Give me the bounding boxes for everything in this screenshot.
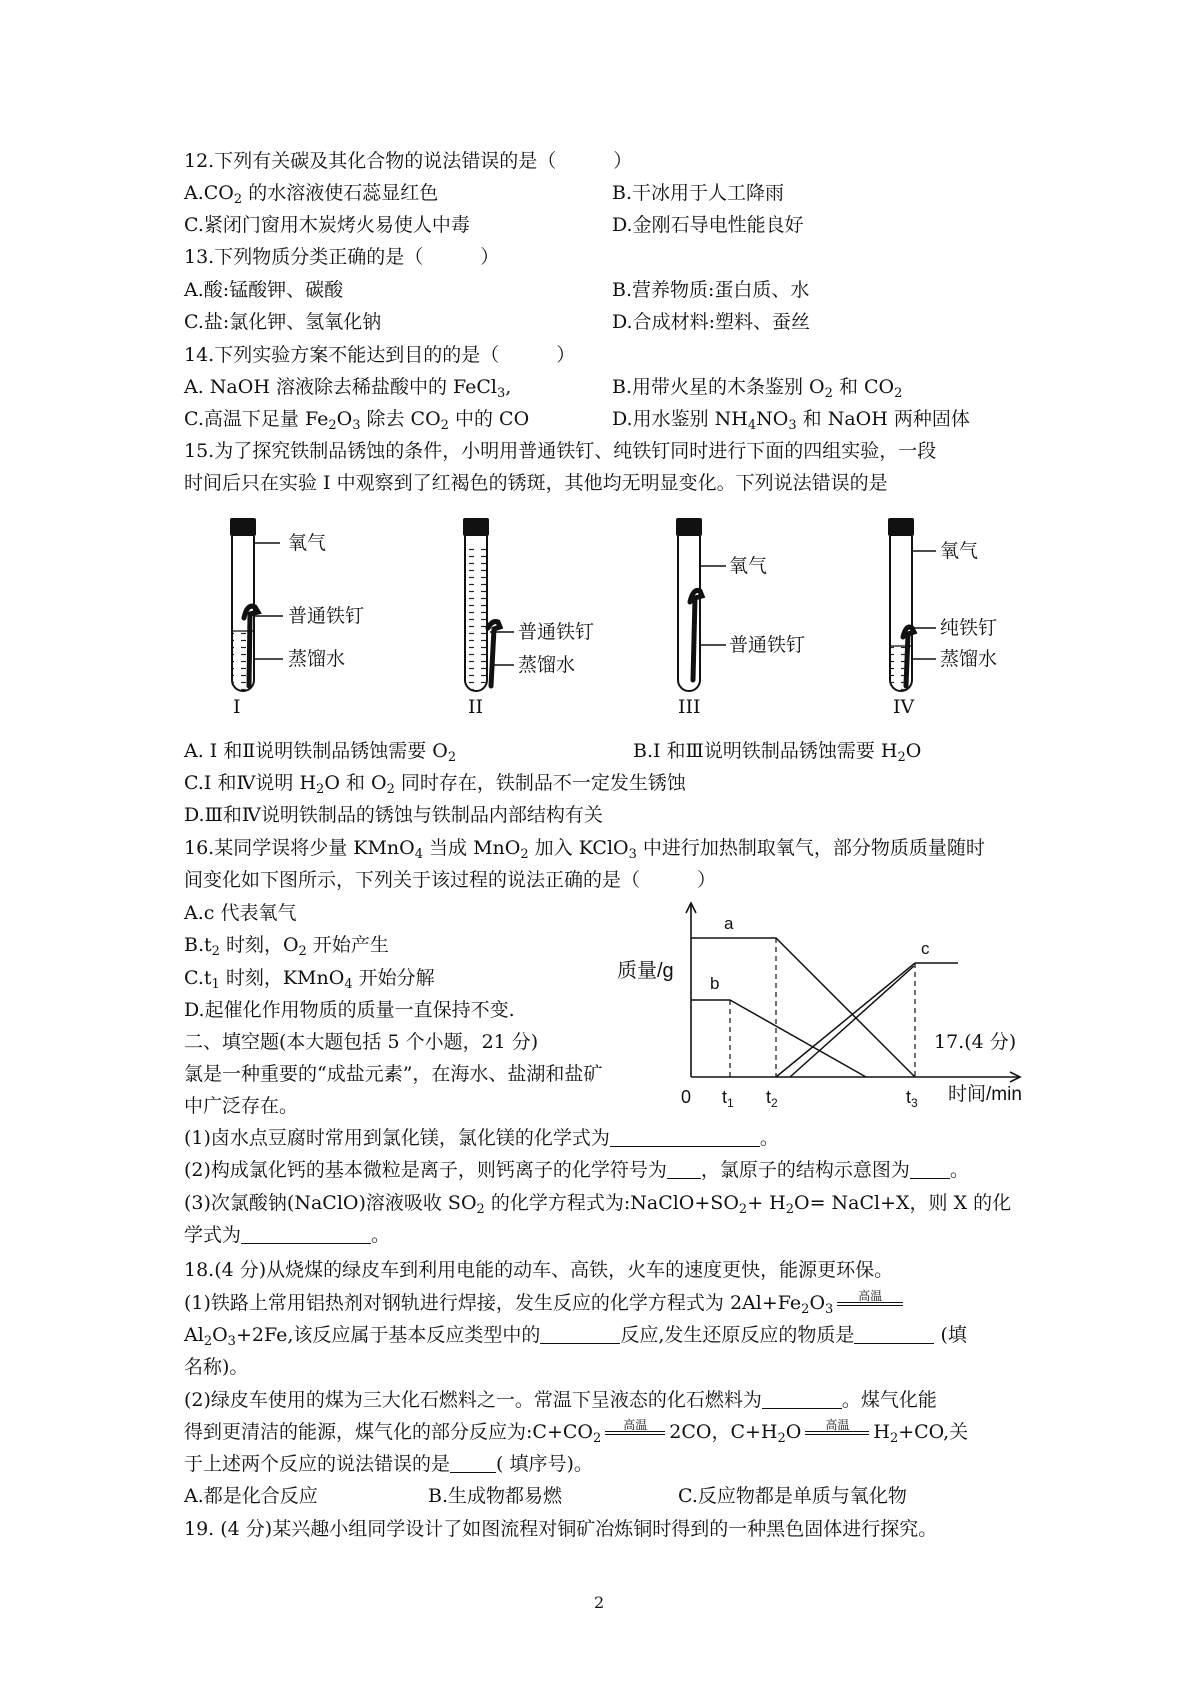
q17-part3-line2: 学式为 。 <box>184 1224 391 1246</box>
high-temp-condition: 高温 <box>805 1419 869 1435</box>
series-a-line <box>691 938 915 1077</box>
section2-title: 二、填空题(本大题包括 5 个小题，21 分) <box>184 1031 539 1053</box>
q15-stem-line1: 15.为了探究铁制品锈蚀的条件，小明用普通铁钉、纯铁钉同时进行下面的四组实验，一段 <box>184 440 937 462</box>
q18-option-a: A.都是化合反应 <box>184 1485 318 1507</box>
q18-stem: 18.(4 分)从烧煤的绿皮车到利用电能的动车、高铁，火车的速度更快，能源更环保。 <box>184 1259 894 1281</box>
series-label-b: b <box>710 974 720 993</box>
q18-part2-line3: 于上述两个反应的说法错误的是 ( 填序号)。 <box>184 1453 593 1475</box>
q15-stem-line2: 时间后只在实验 I 中观察到了红褐色的锈斑，其他均无明显变化。下列说法错误的是 <box>184 472 888 494</box>
q18-part2-line1: (2)绿皮车使用的煤为三大化石燃料之一。常温下呈液态的化石燃料为 。煤气化能 <box>184 1389 937 1411</box>
tube-i-roman: I <box>233 696 241 718</box>
tube-i-label-nail: 普通铁钉 <box>288 605 365 627</box>
q18-part1-line1: (1)铁路上常用铝热剂对钢轨进行焊接，发生反应的化学方程式为 $2Al+Fe_2O_3$ 高温 <box>184 1290 907 1316</box>
x-tick-label-3: $t_3$ <box>906 1087 918 1110</box>
q12-stem: 12.下列有关碳及其化合物的说法错误的是（ ） <box>184 150 633 172</box>
x-tick-label-2: $t_2$ <box>766 1087 778 1110</box>
chart-plot-area <box>681 903 1020 1110</box>
q13-option-a: A.酸:锰酸钾、碳酸 <box>184 279 344 301</box>
q14-option-a: A. NaOH 溶液除去稀盐酸中的 FeCl$_3$, <box>184 376 512 401</box>
q18-part1-line2: $Al_2O_3+2Fe$,该反应属于基本反应类型中的 反应,发生还原反应的物质是 (填 <box>184 1324 967 1349</box>
series-c-companion-line <box>790 966 914 1077</box>
q13-option-d: D.合成材料:塑料、蚕丝 <box>612 311 810 333</box>
series-label-c: c <box>921 939 930 958</box>
series-c-line <box>776 963 915 1077</box>
q13-stem: 13.下列物质分类正确的是（ ） <box>184 246 500 268</box>
chart-y-axis-label: 质量/g <box>617 960 674 982</box>
tube-iv-label-nail: 纯铁钉 <box>940 617 998 639</box>
q15-option-c: C.I 和Ⅳ说明 $H_2O$ 和 $O_2$ 同时存在，铁制品不一定发生锈蚀 <box>184 772 686 797</box>
tube-iii-roman: III <box>678 696 701 718</box>
q16-stem-line2: 间变化如下图所示，下列关于该过程的说法正确的是（ ） <box>184 869 717 891</box>
answer-blank[interactable] <box>910 1158 950 1179</box>
q13-option-c: C.盐:氯化钾、氢氧化钠 <box>184 311 382 333</box>
high-temp-condition: 高温 <box>837 1290 903 1306</box>
tube-ii-roman: II <box>468 696 484 718</box>
q19-stem: 19. (4 分)某兴趣小组同学设计了如图流程对铜矿冶炼铜时得到的一种黑色固体进行探究。 <box>184 1518 938 1540</box>
tube-iii-label-nail: 普通铁钉 <box>729 634 806 656</box>
q13-option-b: B.营养物质:蛋白质、水 <box>612 279 810 301</box>
answer-blank[interactable] <box>610 1126 760 1147</box>
q15-option-b: B.I 和Ⅲ说明铁制品锈蚀需要 $H_2O$ <box>633 740 922 765</box>
series-label-a: a <box>724 914 734 933</box>
answer-blank[interactable] <box>762 1388 842 1409</box>
q18-part1-line3: 名称)。 <box>184 1356 249 1378</box>
q15-option-a: A. I 和Ⅱ说明铁制品锈蚀需要 $O_2$ <box>184 740 457 765</box>
q16-option-d: D.起催化作用物质的质量一直保持不变. <box>184 999 515 1021</box>
tube-ii-label-nail: 普通铁钉 <box>518 621 595 643</box>
chart-x-axis-label: 时间/min <box>948 1084 1022 1105</box>
q16-option-c: $C.t_1$ 时刻，KMnO$_4$ 开始分解 <box>184 967 435 992</box>
q18-part2-line2: 得到更清洁的能源，煤气化的部分反应为$:C+CO_2$ 高温 2CO，$C+H_2O$ 高温 $H_2+CO$,关 <box>184 1418 969 1446</box>
answer-blank[interactable] <box>667 1158 701 1179</box>
q17-part1: (1)卤水点豆腐时常用到氯化镁，氯化镁的化学式为 。 <box>184 1127 779 1149</box>
answer-blank[interactable] <box>241 1223 371 1244</box>
q15-option-d: D.Ⅲ和Ⅳ说明铁制品的锈蚀与铁制品内部结构有关 <box>184 804 603 826</box>
answer-blank[interactable] <box>450 1452 496 1473</box>
q18-option-c: C.反应物都是单质与氧化物 <box>678 1485 907 1507</box>
series-b-line <box>691 1000 866 1077</box>
q14-option-b: B.用带火星的木条鉴别 $O_2$ 和 $CO_2$ <box>612 376 903 401</box>
q12-option-a: $A.CO_2$ 的水溶液使石蕊显红色 <box>184 182 439 207</box>
tube-iv-roman: IV <box>893 696 915 718</box>
x-tick-label-1: $t_1$ <box>722 1087 734 1110</box>
tube-i-label-oxygen: 氧气 <box>288 532 327 554</box>
q17-part2: (2)构成氯化钙的基本微粒是离子，则钙离子的化学符号为 ，氯原子的结构示意图为 。 <box>184 1159 969 1181</box>
q14-option-d: D.用水鉴别 $NH_4NO_3$ 和 NaOH 两种固体 <box>612 408 970 433</box>
high-temp-condition: 高温 <box>605 1419 665 1435</box>
answer-blank[interactable] <box>854 1323 934 1344</box>
page-number: 2 <box>594 1593 605 1612</box>
q16-stem-line1: 16.某同学误将少量 KMnO$_4$ 当成 MnO$_2$ 加入 KClO$_3$ 中进行加热制取氧气，部分物质质量随时 <box>184 837 985 862</box>
q12-option-d: D.金刚石导电性能良好 <box>612 214 804 236</box>
q16-option-a: A.c 代表氧气 <box>184 902 297 924</box>
tube-iii-label-oxygen: 氧气 <box>729 555 768 577</box>
q17-tag: 17.(4 分) <box>934 1031 1017 1053</box>
q14-option-c: C.高温下足量 $Fe_2O_3$ 除去 $CO_2$ 中的 CO <box>184 408 530 433</box>
q17-part3-line1: (3)次氯酸钠(NaClO)溶液吸收 $SO_2$ 的化学方程式为$:NaClO+SO_2+ H_2O=$ NaCl+X，则 X 的化 <box>184 1192 1012 1217</box>
chart-origin-label: 0 <box>681 1087 692 1107</box>
q14-stem: 14.下列实验方案不能达到目的的是（ ） <box>184 344 576 366</box>
tube-iv-label-oxygen: 氧气 <box>940 540 979 562</box>
q18-option-b: B.生成物都易燃 <box>428 1485 563 1507</box>
q16-option-b: $B.t_2$ 时刻，$O_2$ 开始产生 <box>184 934 389 959</box>
tube-iv-label-water: 蒸馏水 <box>940 648 998 670</box>
tube-i-label-water: 蒸馏水 <box>288 648 346 670</box>
q17-intro-line2: 中广泛存在。 <box>184 1095 299 1117</box>
answer-blank[interactable] <box>540 1323 620 1344</box>
q17-intro-line1: 氯是一种重要的“成盐元素”，在海水、盐湖和盐矿 <box>184 1063 603 1085</box>
q12-option-b: B.干冰用于人工降雨 <box>612 182 785 204</box>
tube-ii-label-water: 蒸馏水 <box>518 654 576 676</box>
q12-option-c: C.紧闭门窗用木炭烤火易使人中毒 <box>184 214 470 236</box>
